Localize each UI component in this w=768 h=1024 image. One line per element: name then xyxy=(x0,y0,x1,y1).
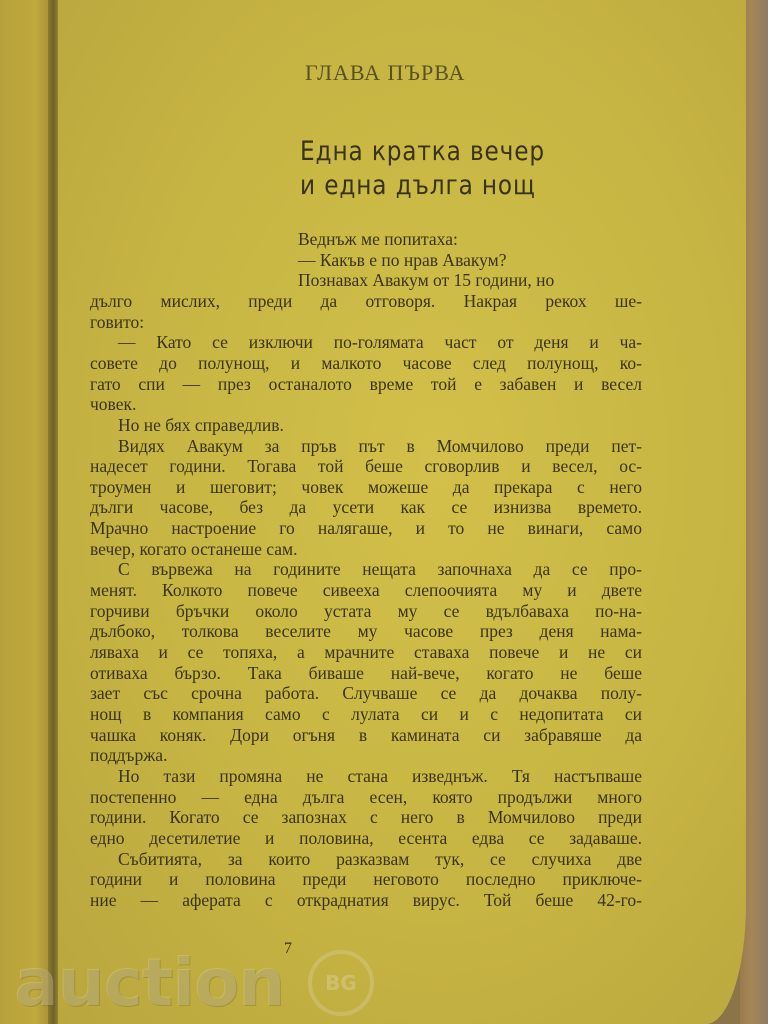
text-line: Познавах Авакум от 15 години, но xyxy=(298,270,555,291)
text-line: ние — аферата с откраднатия вирус. Той беше 42-го- xyxy=(90,889,642,910)
book-cover-edge xyxy=(0,0,50,1024)
text-line: поддържа. xyxy=(90,745,168,766)
text-line: нощ в компания само с лулата си и с недопитата си xyxy=(90,703,642,724)
watermark-logo: auction xyxy=(14,944,285,1021)
watermark-badge: BG xyxy=(308,950,374,1016)
text-line: говито: xyxy=(90,311,145,332)
text-line: вечер, когато останеше сам. xyxy=(90,538,298,559)
text-line: зает със срочна работа. Случваше се да дочаква полу- xyxy=(90,683,642,704)
text-line: дълги часове, без да усети как се изнизва времето. xyxy=(90,497,642,518)
text-line: дълго мислих, преди да отговоря. Накрая рекох ше- xyxy=(90,290,642,311)
text-line: години и половина преди неговото последно приключе- xyxy=(90,869,642,890)
text-line: горчиви бръчки около устата му се вдълбаваха по-на- xyxy=(90,600,642,621)
text-line: Мрачно настроение го налягаше, и то не винаги, само xyxy=(90,518,642,539)
text-line: гато спи — през останалото време той е забавен и весел xyxy=(90,373,642,394)
text-line: надесет години. Тогава той беше сговорлив и весел, ос- xyxy=(90,456,642,477)
text-line: совете до полунощ, и малкото часове след полунощ, ко- xyxy=(90,352,642,373)
text-line: Но тази промяна не стана изведнъж. Тя настъпваше xyxy=(118,765,642,786)
text-line: менят. Колкото повече сивееха слепоочията му и двете xyxy=(90,580,642,601)
text-line: — Като се изключи по-голямата част от деня и ча- xyxy=(118,332,642,353)
chapter-title-line-2: и една дълга нощ xyxy=(300,170,536,201)
text-line: — Какъв е по нрав Авакум? xyxy=(298,249,507,270)
text-line: отиваха бързо. Така биваше най-вече, когато не беше xyxy=(90,662,642,683)
chapter-title-line-1: Една кратка вечер xyxy=(300,136,546,167)
text-line: едно десетилетие и половина, есента едва се задаваше. xyxy=(90,827,642,848)
text-line: Веднъж ме попитаха: xyxy=(298,229,458,249)
text-line: дълбоко, толкова веселите му часове през деня нама- xyxy=(90,621,642,642)
text-line: троумен и шеговит; човек можеше да прекара с него xyxy=(90,476,642,497)
text-line: години. Когато се запознах с него в Момчилово преди xyxy=(90,807,642,828)
chapter-heading: ГЛАВА ПЪРВА xyxy=(305,60,466,85)
text-line: човек. xyxy=(90,394,137,415)
text-line: Видях Авакум за пръв път в Момчилово преди пет- xyxy=(118,435,642,456)
text-line: чашка коняк. Дори огъня в камината си забравяше да xyxy=(90,724,642,745)
text-line: С вървежа на годините нещата започнаха да се про- xyxy=(118,559,642,580)
text-line: Но не бях справедлив. xyxy=(118,414,284,435)
text-line: ляваха и се топяха, а мрачните ставаха повече и не си xyxy=(90,642,642,662)
text-line: постепенно — една дълга есен, която продължи много xyxy=(90,786,642,807)
page-number: 7 xyxy=(284,940,292,957)
text-line: Събитията, за които разказвам тук, се случиха две xyxy=(118,848,642,869)
